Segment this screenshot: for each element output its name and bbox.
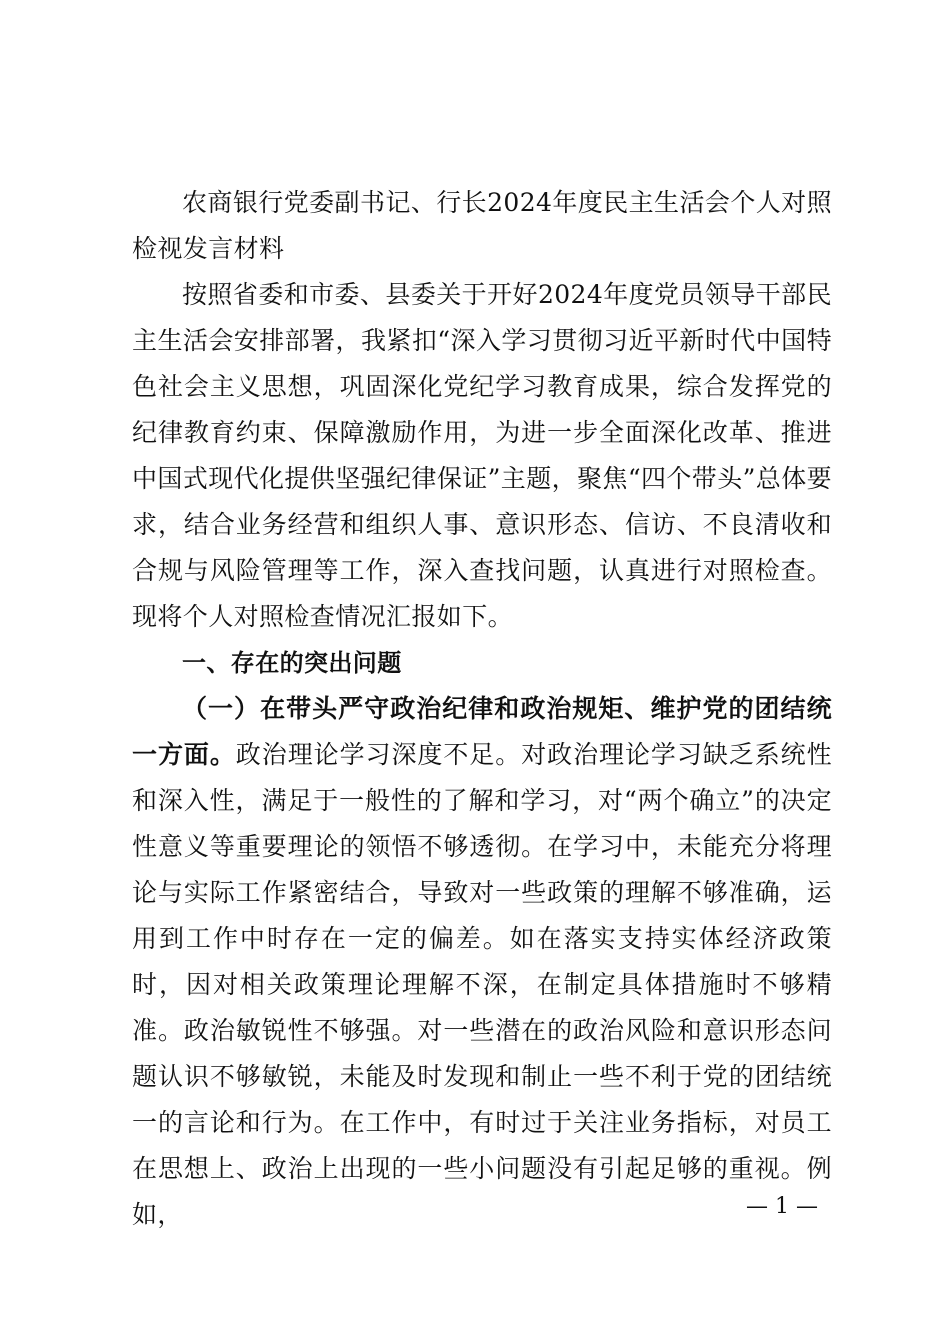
section-heading: 一、存在的突出问题 xyxy=(182,649,402,677)
subsection-lead: （一）在带头严守政治纪律和政治规矩、维护党的团结统一方面。 xyxy=(132,694,832,769)
document-title: 农商银行党委副书记、行长2024年度民主生活会个人对照检视发言材料 xyxy=(132,188,832,263)
document-body xyxy=(132,180,832,1238)
page-number: — 1 — xyxy=(746,1194,818,1219)
intro-paragraph: 按照省委和市委、县委关于开好2024年度党员领导干部民主生活会安排部署，我紧扣“深入学习贯彻习近平新时代中国特色社会主义思想，巩固深化党纪学习教育成果，综合发挥党的纪律教育约束、保障激励作用，为进一步全面深化改革、推进中国式现代化提供坚强纪律保证”主题，聚焦“四个带头”总体要求，结合业务经营和组织人事、意识形态、信访、不良清收和合规与风险管理等工作，深入查找问题，认真进行对照检查。现将个人对照检查情况汇报如下。 xyxy=(132,280,832,631)
subsection-paragraph xyxy=(132,686,832,1238)
subsection-body: 政治理论学习深度不足。对政治理论学习缺乏系统性和深入性，满足于一般性的了解和学习，对“两个确立”的决定性意义等重要理论的领悟不够透彻。在学习中，未能充分将理论与实际工作紧密结合，导致对一些政策的理解不够准确，运用到工作中时存在一定的偏差。如在落实支持实体经济政策时，因对相关政策理论理解不深，在制定具体措施时不够精准。政治敏锐性不够强。对一些潜在的政治风险和意识形态问题认识不够敏锐，未能及时发现和制止一些不利于党的团结统一的言论和行为。在工作中，有时过于关注业务指标，对员工在思想上、政治上出现的一些小问题没有引起足够的重视。例如， xyxy=(132,740,833,1229)
